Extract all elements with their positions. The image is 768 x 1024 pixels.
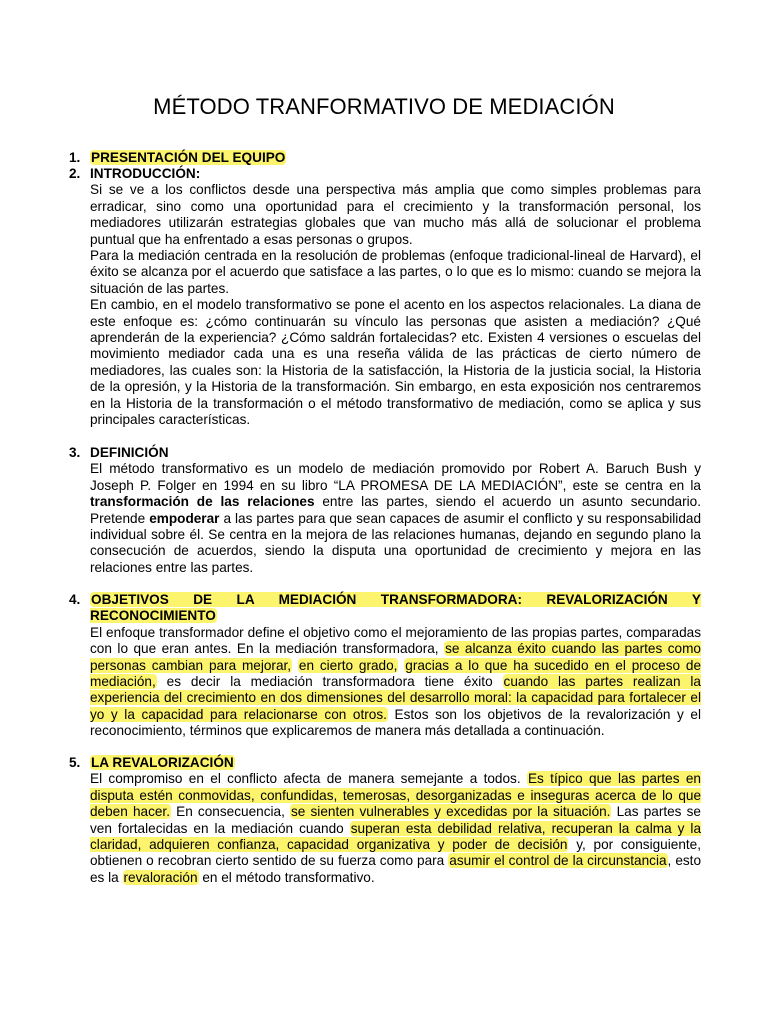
section-heading: DEFINICIÓN xyxy=(90,445,169,460)
section-body: El compromiso en el conflicto afecta de manera semejante a todos. Es típico que las partes en disputa estén conmovidas, confundidas, temerosas, desorganizadas e inseguras acerca de lo que deben hacer. En consecuencia, se sienten vulnerables y excedidas por la situación. Las partes se ven fortalecidas en la mediación cuando superan esta debilidad relativa, recuperan la calma y la claridad, adquieren confianza, capacidad organizativa y poder de decisión y, por consiguiente, obtienen o recobran cierto sentido de su fuerza como para asumir el control de la circunstancia, esto es la revaloración en el método transformativo. xyxy=(90,771,702,885)
paragraph: Para la mediación centrada en la resolución de problemas (enfoque tradicional-lineal de Harvard), el éxito se alcanza por el acuerdo que satisface a las partes, o lo que es lo mismo: cuando se mejora la situación de las partes. xyxy=(90,248,701,296)
section-number: 4. xyxy=(69,592,81,607)
section-body: El método transformativo es un modelo de mediación promovido por Robert A. Baruch Bush y Joseph P. Folger en 1994 en su libro “LA PROMESA DE LA MEDIACIÓN”, este se centra en la transformación de las relaciones entre las partes, siendo el acuerdo un asunto secundario. Pretende empoderar a las partes para que sean capaces de asumir el conflicto y su responsabilidad individual sobre él. Se centra en la mejora de las relaciones humanas, dejando en segundo plano la consecución de acuerdos, siendo la disputa una oportunidad de crecimiento y mejora en las relaciones entre las partes. xyxy=(90,461,701,575)
highlight: asumir el control de la circunstancia xyxy=(449,853,667,869)
section-4 xyxy=(69,592,701,740)
section-number: 3. xyxy=(69,445,81,460)
highlight: en cierto grado, xyxy=(298,657,398,673)
highlight: PRESENTACIÓN DEL EQUIPO xyxy=(91,150,286,165)
highlight: Es típico que las partes en disputa estén conmovidas, confundidas, temerosas, desorganizadas e inseguras acerca de lo que deben hacer. xyxy=(90,771,701,820)
bold-term: empoderar xyxy=(149,510,220,526)
section-1 xyxy=(69,150,701,166)
section-number: 2. xyxy=(69,166,81,181)
highlight: OBJETIVOS DE LA MEDIACIÓN TRANSFORMADORA: REVALORIZACIÓN Y RECONOCIMIENTO xyxy=(90,592,701,624)
highlight: cuando las partes realizan la experiencia del crecimiento en dos dimensiones del desarrollo moral: la capacidad para fortalecer el yo y la capacidad para relacionarse con otros. xyxy=(90,674,701,722)
bold-term: transformación de las relaciones xyxy=(90,494,315,510)
section-body: El enfoque transformador define el objetivo como el mejoramiento de las propias partes, comparadas con lo que eran antes. En la mediación transformadora, se alcanza éxito cuando las partes como personas cambian para mejorar, en cierto grado, gracias a lo que ha sucedido en el proceso de mediación, es decir la mediación transformadora tiene éxito cuando las partes realizan la experiencia del crecimiento en dos dimensiones del desarrollo moral: la capacidad para fortalecer el yo y la capacidad para relacionarse con otros. Estos son los objetivos de la revalorización y el reconocimiento, términos que explicaremos de manera más detallada a continuación. xyxy=(90,624,702,739)
section-5 xyxy=(69,755,701,886)
section-2 xyxy=(69,166,701,429)
section-number: 1. xyxy=(69,150,81,165)
highlight: revaloración xyxy=(123,869,198,885)
highlight: superan esta debilidad relativa, recuperan la calma y la claridad, adquieren confianza, capacidad organizativa y poder de decisión xyxy=(90,820,702,853)
section-body xyxy=(90,182,701,428)
section-3 xyxy=(69,445,701,576)
section-heading xyxy=(90,592,701,625)
highlight: se sienten vulnerables y excedidas por la situación. xyxy=(291,804,611,820)
section-heading xyxy=(90,755,701,771)
document-title: MÉTODO TRANFORMATIVO DE MEDIACIÓN xyxy=(153,94,615,119)
section-heading xyxy=(90,150,701,166)
highlight: se alcanza éxito cuando las partes como personas cambian para mejorar, xyxy=(90,641,701,673)
section-number: 5. xyxy=(69,755,81,770)
highlight: gracias a lo que ha sucedido en el proceso de mediación, xyxy=(90,657,702,690)
section-heading: INTRODUCCIÓN: xyxy=(90,166,201,181)
highlight: LA REVALORIZACIÓN xyxy=(91,755,234,770)
paragraph: Si se ve a los conflictos desde una perspectiva más amplia que como simples problemas para erradicar, sino como una oportunidad para el crecimiento y la transformación personal, los mediadores utilizarán estrategias globales que van mucho más allá de solucionar el problema puntual que ha enfrentado a esas personas o grupos. xyxy=(90,182,701,247)
paragraph: En cambio, en el modelo transformativo se pone el acento en los aspectos relacionales. La diana de este enfoque es: ¿cómo continuarán su vínculo las personas que asisten a mediación? ¿Qué aprenderán de la experiencia? ¿Cómo saldrán fortalecidas? etc. Existen 4 versiones o escuelas del movimiento mediador cada una es una reseña válida de las prácticas de cierto número de mediadores, las cuales son: la Historia de la satisfacción, la Historia de la justicia social, la Historia de la opresión, y la Historia de la transformación. Sin embargo, en esta exposición nos centraremos en la Historia de la transformación o el método transformativo de mediación, como se aplica y sus principales características. xyxy=(90,297,701,428)
